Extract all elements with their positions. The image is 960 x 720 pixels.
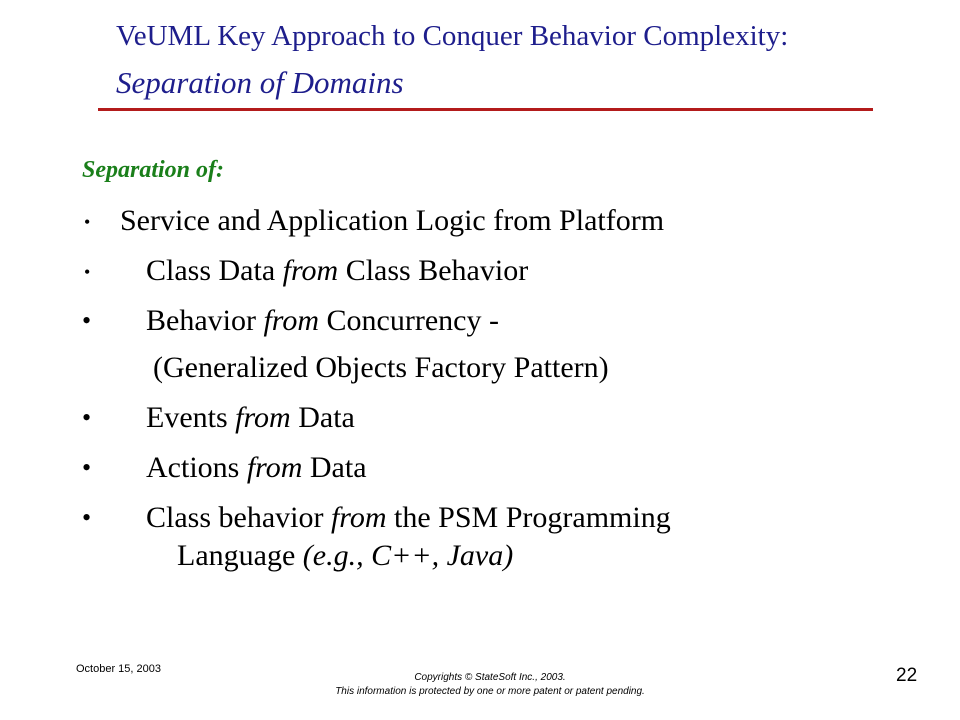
bullet-3-part-2: from (263, 304, 320, 337)
section-subheading: Separation of: (82, 157, 225, 183)
bullet-3-continuation: (Generalized Objects Factory Pattern) (153, 351, 609, 384)
slide-title-line2: Separation of Domains (116, 65, 404, 100)
slide-title-line1 (116, 20, 788, 53)
bullet-3-text (146, 303, 499, 339)
bullet-dot-icon: • (82, 503, 92, 532)
bullet-5-part-1: Actions (146, 451, 247, 484)
bullet-dot-icon: • (84, 212, 91, 232)
bullet-6-part-2: from (330, 501, 387, 534)
bullet-dot-icon: • (82, 453, 92, 482)
footer-copyright (300, 671, 680, 699)
footer-date: October 15, 2003 (76, 663, 162, 675)
bullet-dot-icon: • (82, 306, 92, 335)
bullet-dot-icon: • (84, 262, 91, 282)
bullet-4-text (146, 400, 355, 436)
bullet-6-part-3: the PSM Programming (386, 501, 671, 534)
bullet-2-part-2: from (282, 254, 339, 287)
bullet-2-part-1: Class Data (146, 254, 283, 287)
bullet-2-text (146, 253, 528, 289)
copyright-line-2: This information is protected by one or more patent or patent pending. (335, 686, 645, 697)
slide-title-colon: : (780, 20, 789, 52)
bullet-3-part-1: Behavior (146, 304, 264, 337)
page-number: 22 (896, 665, 918, 686)
slide-title-text: VeUML Key Approach to Conquer Behavior Complexity (116, 20, 781, 52)
bullet-5-text (146, 450, 367, 486)
bullet-4-part-2: from (235, 401, 291, 434)
bullet-3-part-3: Concurrency - (319, 304, 499, 337)
bullet-5-part-3: Data (302, 451, 367, 484)
bullet-1-text: Service and Application Logic from Platform (120, 204, 665, 237)
bullet-5-part-2: from (246, 451, 303, 484)
copyright-line-1: Copyrights © StateSoft Inc., 2003. (414, 672, 566, 683)
title-underline-rule (98, 108, 873, 111)
bullet-dot-icon: • (82, 403, 92, 432)
bullet-6-cont-part-2: (e.g., C++, Java) (302, 539, 514, 572)
bullet-6-text (146, 500, 671, 536)
bullet-6-continuation (177, 538, 513, 574)
bullet-6-cont-part-1: Language (177, 539, 303, 572)
bullet-6-part-1: Class behavior (146, 501, 331, 534)
bullet-2-part-3: Class Behavior (338, 254, 529, 287)
bullet-4-part-3: Data (290, 401, 355, 434)
bullet-4-part-1: Events (146, 401, 236, 434)
